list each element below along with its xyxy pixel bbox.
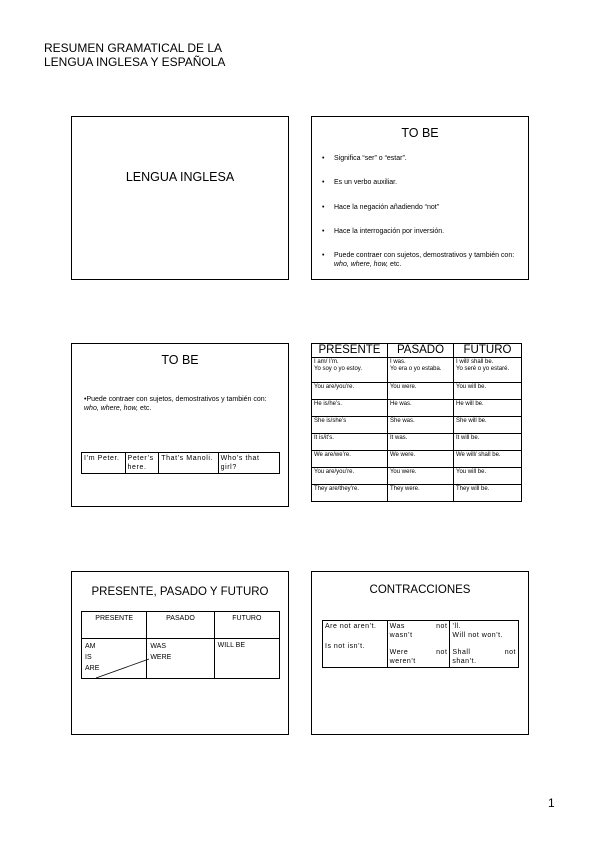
bullet-item: • Es un verbo auxiliar. — [322, 179, 398, 186]
table-cell: I am/ I’m. Yo soy o yo estoy. — [312, 358, 388, 383]
table-row — [312, 417, 522, 434]
table-cell: I was. Yo era o yo estaba. — [387, 358, 453, 383]
future-forms: WILL BE — [214, 639, 279, 679]
slide-to-be-overview — [311, 116, 529, 280]
table-row — [312, 451, 522, 468]
slide-title: TO BE — [401, 126, 439, 140]
table-cell: She was. — [387, 417, 453, 434]
column-header: PASADO — [147, 612, 214, 639]
example-cell: Who’s that girl? — [218, 453, 279, 474]
slide-title: PRESENTE, PASADO Y FUTURO — [91, 586, 269, 598]
connector-line — [72, 572, 290, 736]
bullet-icon: • — [322, 252, 325, 259]
table-cell: They were. — [387, 485, 453, 502]
table-cell: It is/it’s. — [312, 434, 388, 451]
header-line-2: LENGUA INGLESA Y ESPAÑOLA — [44, 55, 226, 69]
table-cell: I will/ shall be. Yo seré o yo estaré. — [454, 358, 522, 383]
column-header: FUTURO — [454, 344, 522, 358]
example-cell: That’s Manoli. — [159, 453, 218, 474]
contractions-table — [322, 620, 519, 668]
slide-tenses — [71, 571, 289, 735]
table-cell: They will be. — [454, 485, 522, 502]
table-cell: We were. — [387, 451, 453, 468]
header-line-1: RESUMEN GRAMATICAL DE LA — [44, 41, 223, 55]
column-header: FUTURO — [214, 612, 279, 639]
bullet-item: • Hace la negación añadiendo “not” — [322, 204, 440, 211]
table-cell: We will/ shall be. — [454, 451, 522, 468]
bullet-item: • Significa “ser” o “estar”. — [322, 155, 407, 162]
table-row — [312, 358, 522, 383]
bullet-icon: • — [322, 155, 325, 162]
column-header: PASADO — [387, 344, 453, 358]
contraction-cell: Was not wasn’t Were not weren’t — [387, 621, 450, 668]
slide-title: TO BE — [161, 353, 199, 367]
contraction-cell: ’ll. Will not won’t. Shall not shan’t. — [450, 621, 519, 668]
table-cell: He is/he’s. — [312, 400, 388, 417]
bullet-item: • Puede contraer con sujetos, demostrativos y también con: who, where, how, etc. — [322, 252, 515, 268]
slide-contractions — [311, 571, 529, 735]
table-cell: He will be. — [454, 400, 522, 417]
bullet-icon: • — [322, 179, 325, 186]
column-header: PRESENTE — [82, 612, 147, 639]
slide-to-be-contractions — [71, 343, 289, 507]
contraction-cell: Are not aren’t. Is not isn’t. — [323, 621, 388, 668]
slide-text: •Puede contraer con sujetos, demostrativos y también con: who, where, how, etc. — [84, 396, 267, 412]
table-cell: We are/we’re. — [312, 451, 388, 468]
table-cell: It will be. — [454, 434, 522, 451]
bullet-icon: • — [322, 204, 325, 211]
example-cell: I’m Peter. — [82, 453, 126, 474]
bullet-item: • Hace la interrogación por inversión. — [322, 228, 445, 235]
table-cell: He was. — [387, 400, 453, 417]
table-cell: You are/you’re. — [312, 383, 388, 400]
table-row — [312, 485, 522, 502]
table-cell: She will be. — [454, 417, 522, 434]
table-cell: You were. — [387, 468, 453, 485]
slide-title: LENGUA INGLESA — [125, 170, 235, 184]
table-cell: You were. — [387, 383, 453, 400]
table-row — [312, 383, 522, 400]
slide-title: CONTRACCIONES — [369, 584, 471, 596]
slide-conjugation-table — [311, 343, 529, 507]
table-cell: You will be. — [454, 383, 522, 400]
table-row — [312, 434, 522, 451]
page-number: 1 — [548, 796, 555, 810]
table-row — [312, 468, 522, 485]
column-header: PRESENTE — [312, 344, 388, 358]
table-cell: You are/you’re. — [312, 468, 388, 485]
document-header — [44, 41, 225, 69]
bullet-icon: • — [322, 228, 325, 235]
table-cell: It was. — [387, 434, 453, 451]
table-cell: They are/they’re. — [312, 485, 388, 502]
past-forms: WAS WERE — [147, 639, 214, 679]
conjugation-table — [311, 343, 522, 502]
example-cell: Peter’s here. — [125, 453, 159, 474]
present-forms: AM IS ARE — [82, 639, 147, 679]
table-cell: She is/she’s — [312, 417, 388, 434]
table-cell: You will be. — [454, 468, 522, 485]
slide-lengua-inglesa — [71, 116, 289, 280]
table-row — [312, 400, 522, 417]
examples-table — [81, 452, 280, 474]
